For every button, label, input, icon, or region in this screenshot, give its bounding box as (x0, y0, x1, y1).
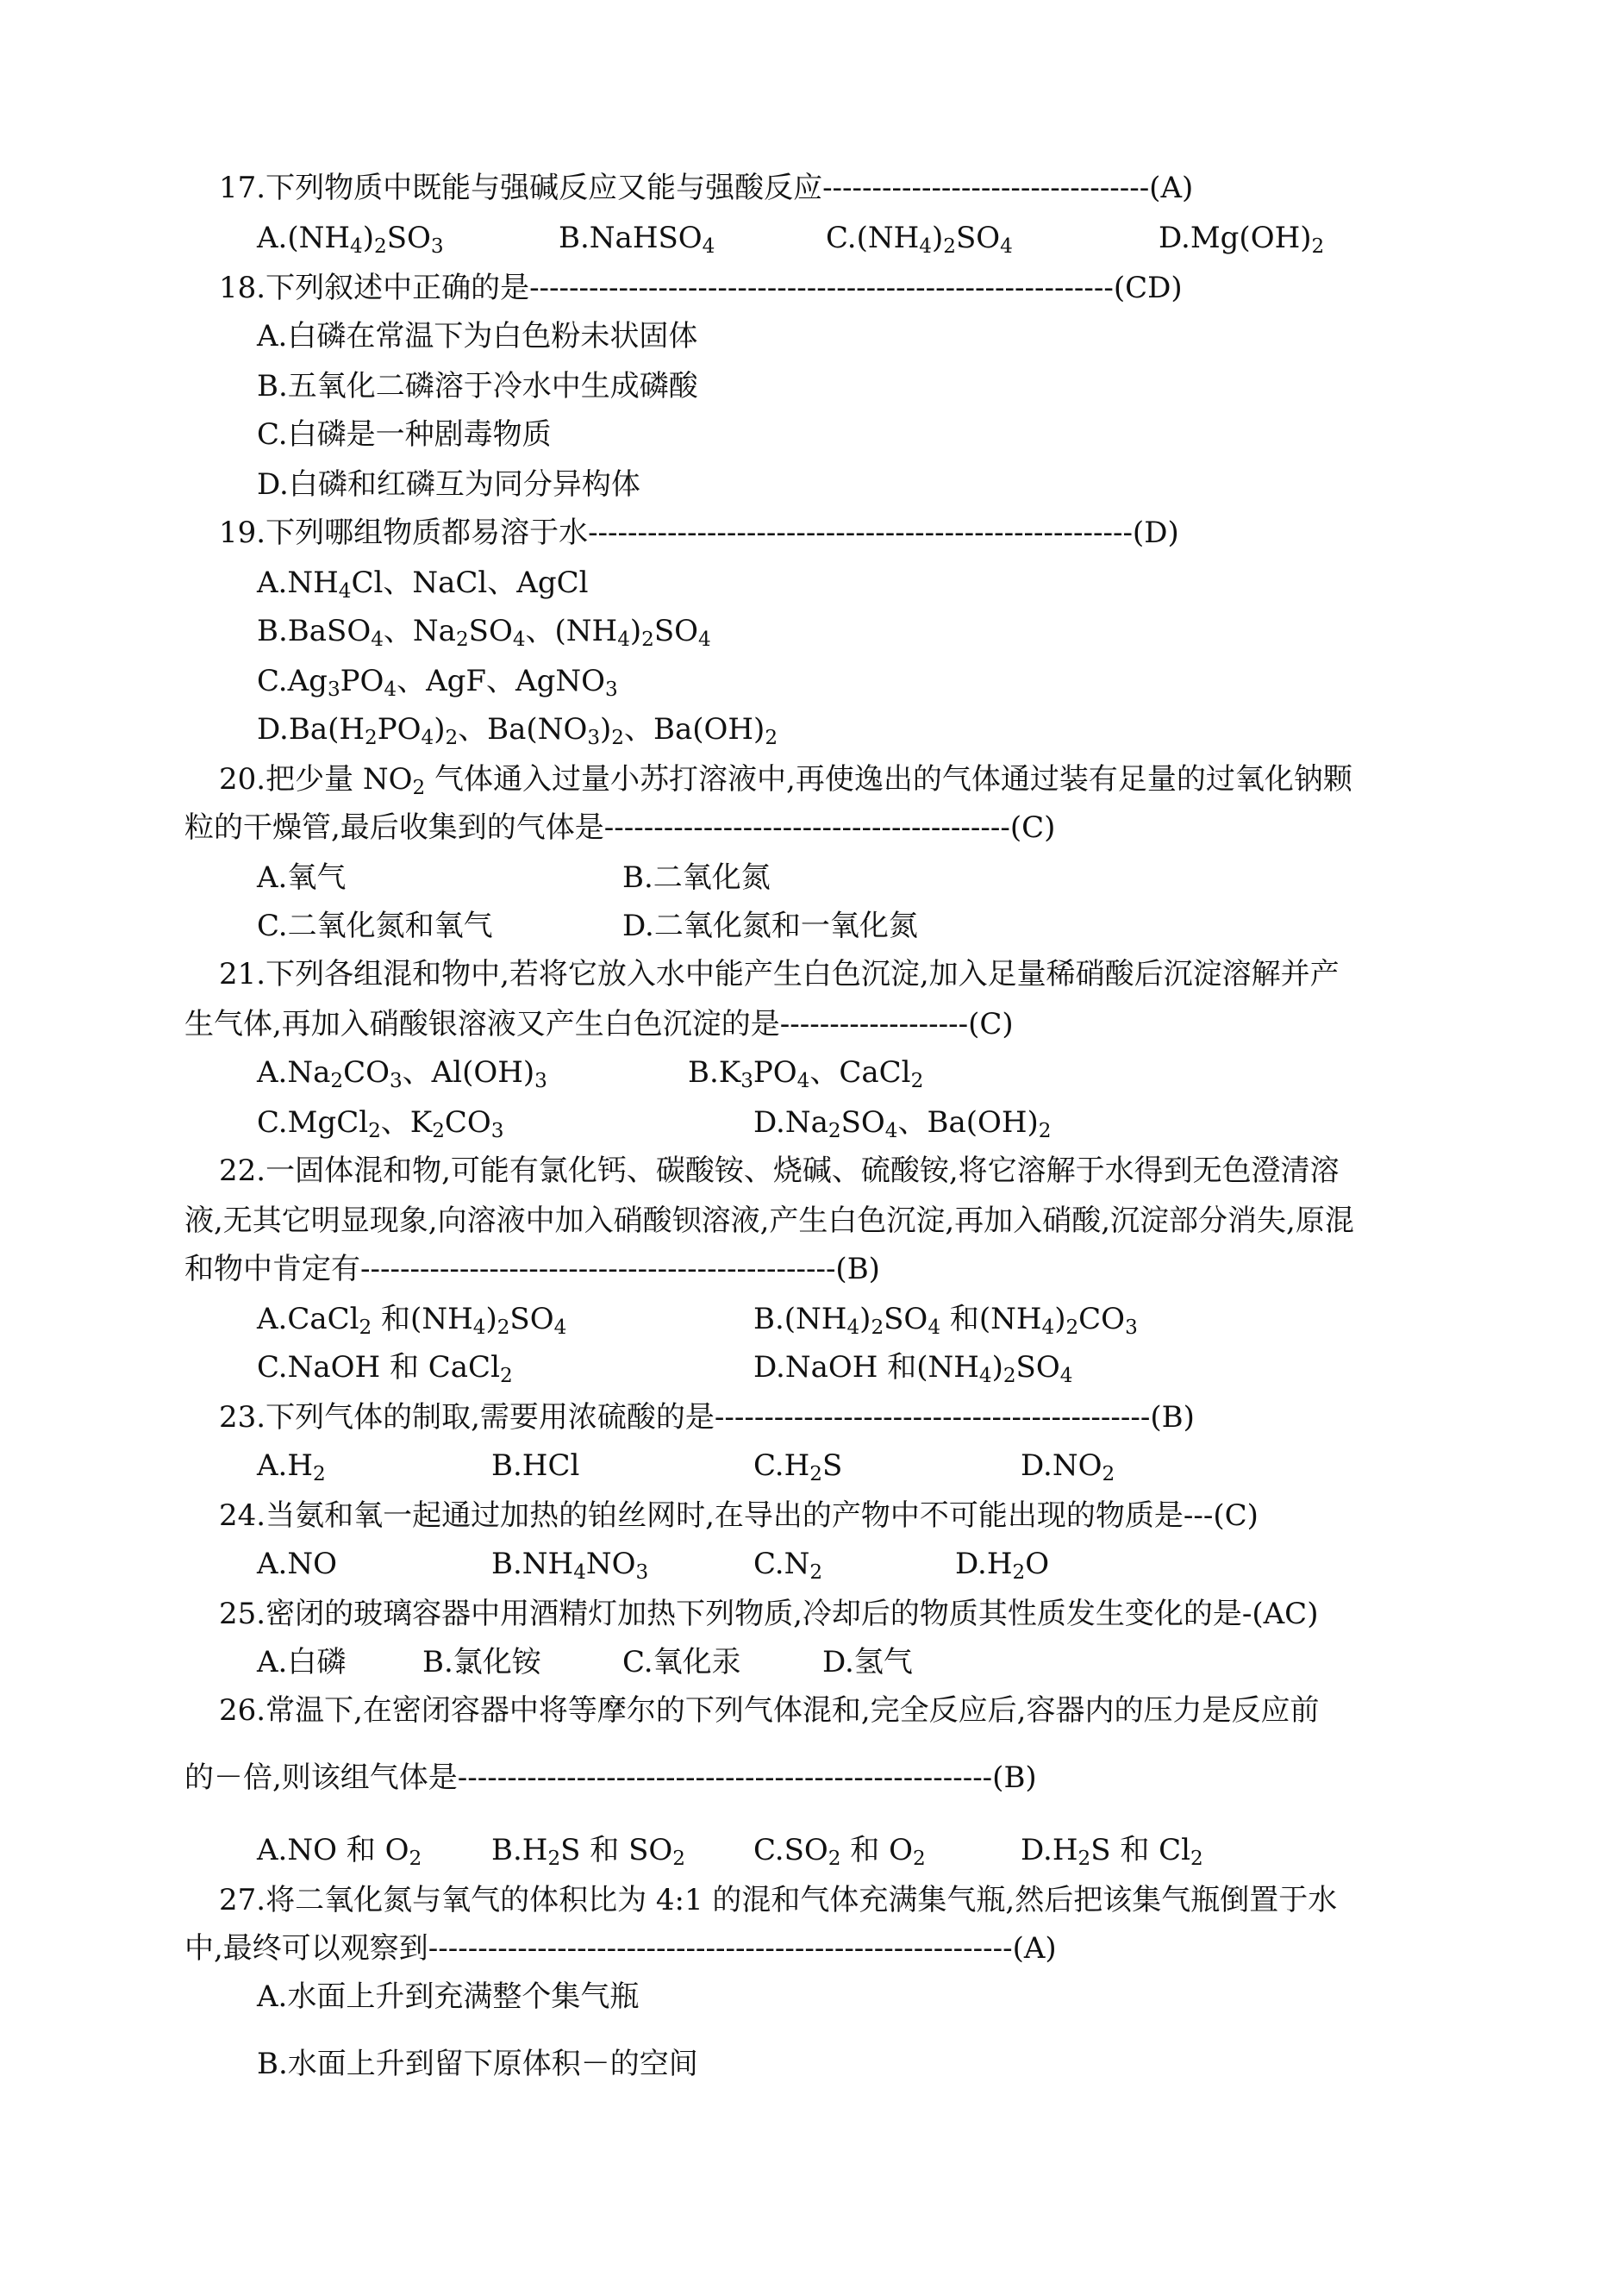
q21-option-b: $B.K_3PO_4$、CaCl$_2$ (688, 1055, 924, 1092)
question-24-stem: 24.当氨和氧一起通过加热的铂丝网时,在导出的产物中不可能出现的物质是---(C) (219, 1498, 1259, 1533)
q23-option-b: B.HCl (491, 1448, 580, 1483)
question-21-stem-line2: 生气体,再加入硝酸银溶液又产生白色沉淀的是-------------------(C) (184, 1007, 1014, 1041)
q18-option-a: A.白磷在常温下为白色粉未状固体 (257, 319, 698, 353)
q20-option-d: D.二氧化氮和一氧化氮 (622, 909, 918, 943)
q19-option-a: $A.NH_4Cl$、NaCl、AgCl (257, 566, 589, 603)
q17-option-c: $C.(NH_4)_2SO_4$ (826, 221, 1013, 258)
q20-option-c: C.二氧化氮和氧气 (257, 909, 493, 943)
q20-option-b: B.二氧化氮 (622, 860, 771, 895)
question-17-stem: 17.下列物质中既能与强碱反应又能与强酸反应---------------------------------(A) (219, 171, 1194, 205)
question-20-stem-line2: 粒的干燥管,最后收集到的气体是-----------------------------------------(C) (184, 810, 1056, 845)
q18-option-d: D.白磷和红磷互为同分异构体 (257, 467, 640, 502)
q25-option-c: C.氧化汞 (622, 1645, 741, 1679)
q24-option-c: $C.N_2$ (753, 1547, 823, 1584)
q22-option-a: A.CaCl$_2$ 和$(NH_4)_2SO_4$ (257, 1302, 567, 1339)
q27-option-b: B.水面上升到留下原体积－的空间 (257, 2047, 698, 2081)
q24-option-d: $D.H_2O$ (955, 1547, 1050, 1584)
q17-option-d: $D.Mg(OH)_2$ (1159, 221, 1325, 258)
q22-option-b: $B.(NH_4)_2SO_4$ 和$(NH_4)_2CO_3$ (753, 1302, 1138, 1339)
q21-option-c: C.MgCl$_2$、$K_2CO_3$ (257, 1105, 504, 1142)
q26-option-b: $B.H_2S$ 和 $SO_2$ (491, 1833, 685, 1870)
q18-option-c: C.白磷是一种剧毒物质 (257, 417, 552, 452)
q23-option-c: $C.H_2S$ (753, 1448, 843, 1485)
q19-option-c: $C.Ag_3PO_4$、AgF、AgNO$_3$ (257, 664, 618, 701)
question-22-stem-line2: 液,无其它明显现象,向溶液中加入硝酸钡溶液,产生白色沉淀,再加入硝酸,沉淀部分消失,原混 (184, 1204, 1354, 1238)
q22-option-c: C.NaOH 和 CaCl$_2$ (257, 1350, 513, 1387)
q24-option-b: $B.NH_4NO_3$ (491, 1547, 649, 1584)
question-26-stem-line2: 的－倍,则该组气体是------------------------------------------------------(B) (184, 1760, 1037, 1795)
question-20-stem-line1: 20.把少量 $NO_2$ 气体通入过量小苏打溶液中,再使逸出的气体通过装有足量的过氧化钠颗 (219, 762, 1352, 799)
q21-option-d: $D.Na_2SO_4$、$Ba(OH)_2$ (753, 1105, 1052, 1142)
q23-option-d: $D.NO_2$ (1021, 1448, 1115, 1485)
q24-option-a: A.NO (257, 1547, 337, 1581)
question-19-stem: 19.下列哪组物质都易溶于水-------------------------------------------------------(D) (219, 516, 1179, 550)
q25-option-d: D.氢气 (822, 1645, 913, 1679)
question-18-stem: 18.下列叙述中正确的是-----------------------------------------------------------(CD) (219, 271, 1183, 305)
question-22-stem-line3: 和物中肯定有------------------------------------------------(B) (184, 1252, 880, 1286)
q19-option-b: B.BaSO$_4$、$Na_2SO_4$、$(NH_4)_2SO_4$ (257, 614, 711, 651)
question-27-stem-line1: 27.将二氧化氮与氧气的体积比为 4:1 的混和气体充满集气瓶,然后把该集气瓶倒置于水 (219, 1883, 1338, 1917)
q27-option-a: A.水面上升到充满整个集气瓶 (257, 1979, 640, 2014)
q26-option-c: $C.SO_2$ 和 $O_2$ (753, 1833, 926, 1870)
question-22-stem-line1: 22.一固体混和物,可能有氯化钙、碳酸铵、烧碱、硫酸铵,将它溶解于水得到无色澄清溶 (219, 1154, 1340, 1188)
q26-option-a: A.NO 和 $O_2$ (257, 1833, 422, 1870)
q23-option-a: $A.H_2$ (257, 1448, 326, 1485)
q22-option-d: D.NaOH 和$(NH_4)_2SO_4$ (753, 1350, 1073, 1387)
question-26-stem-line1: 26.常温下,在密闭容器中将等摩尔的下列气体混和,完全反应后,容器内的压力是反应前 (219, 1693, 1320, 1728)
question-25-stem: 25.密闭的玻璃容器中用酒精灯加热下列物质,冷却后的物质其性质发生变化的是-(AC) (219, 1597, 1319, 1631)
q20-option-a: A.氧气 (257, 860, 347, 895)
q17-option-b: B.NaHSO$_4$ (559, 221, 715, 258)
question-27-stem-line2: 中,最终可以观察到-----------------------------------------------------------(A) (184, 1931, 1057, 1966)
q25-option-a: A.白磷 (257, 1645, 347, 1679)
question-21-stem-line1: 21.下列各组混和物中,若将它放入水中能产生白色沉淀,加入足量稀硝酸后沉淀溶解并产 (219, 957, 1340, 991)
q19-option-d: $D.Ba(H_2PO_4)_2$、$Ba(NO_3)_2$、$Ba(OH)_2$ (257, 712, 778, 749)
q25-option-b: B.氯化铵 (422, 1645, 541, 1679)
q26-option-d: $D.H_2S$ 和 $Cl_2$ (1021, 1833, 1203, 1870)
q18-option-b: B.五氧化二磷溶于冷水中生成磷酸 (257, 369, 698, 403)
q21-option-a: $A.Na_2CO_3$、$Al(OH)_3$ (257, 1055, 547, 1092)
q17-option-a: $A.(NH_4)_2SO_3$ (257, 221, 444, 258)
question-23-stem: 23.下列气体的制取,需要用浓硫酸的是--------------------------------------------(B) (219, 1400, 1195, 1435)
